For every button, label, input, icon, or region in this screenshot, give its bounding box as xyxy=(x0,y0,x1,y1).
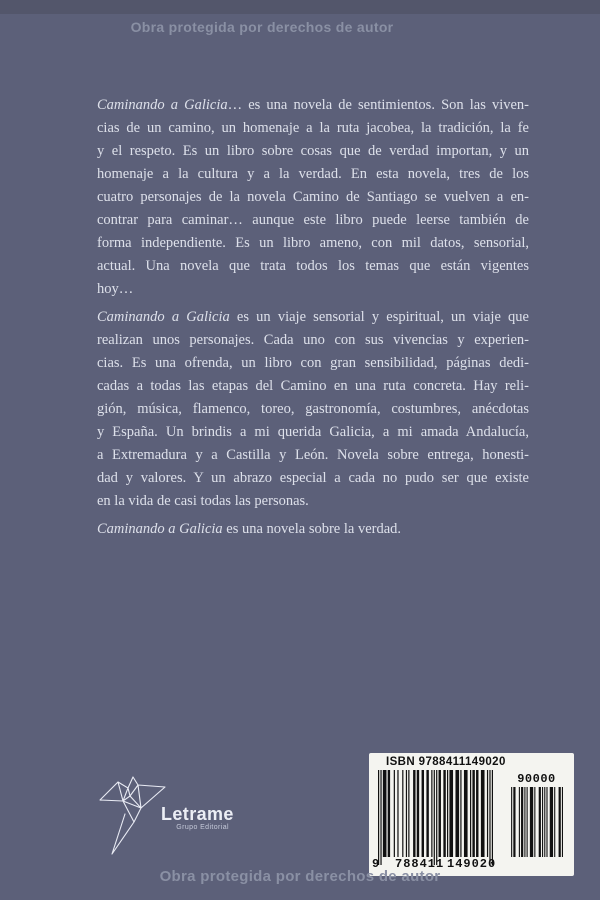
paragraph xyxy=(97,306,529,513)
text-line: cias de un camino, un homenaje a la ruta jacobea, la tradición, la fe xyxy=(97,120,529,136)
barcode-panel xyxy=(369,753,574,876)
text-line: en la vida de casi todas las personas. xyxy=(97,493,309,509)
text-line: cadas a todas las etapas del Camino en una ruta concreta. Hay reli- xyxy=(97,378,529,394)
publisher-subtitle: Grupo Editorial xyxy=(176,824,229,831)
text-line: hoy… xyxy=(97,281,134,297)
text-line: Caminando a Galicia es un viaje sensorial y espiritual, un viaje que xyxy=(97,309,529,325)
text-line: Caminando a Galicia… es una novela de sentimientos. Son las viven- xyxy=(97,97,529,113)
origami-bird-icon xyxy=(90,770,170,860)
copyright-watermark-bottom: Obra protegida por derechos de autor xyxy=(159,868,441,885)
copyright-watermark-top: Obra protegida por derechos de autor xyxy=(130,19,394,35)
text-line: realizan unos personajes. Cada uno con sus vivencias y experien- xyxy=(97,332,529,348)
ean-digit-group: 9 xyxy=(372,857,381,871)
ean5-addon-barcode xyxy=(510,787,563,857)
text-line: forma independiente. Es un libro ameno, con mil datos, sensorial, xyxy=(97,235,529,251)
ean-digit-group: 149020 xyxy=(447,857,497,871)
text-line: y España. Un brindis a mi querida Galicia, a mi amada Andalucía, xyxy=(97,424,529,440)
synopsis-text xyxy=(97,94,529,546)
text-line: homenaje a la cultura y a la verdad. En esta novela, tres de los xyxy=(97,166,529,182)
text-line: Caminando a Galicia es una novela sobre la verdad. xyxy=(97,521,402,537)
text-line: cuatro personajes de la novela Camino de Santiago se vuelven a en- xyxy=(97,189,529,205)
ean13-barcode xyxy=(378,770,493,865)
text-line: a Extremadura y a Castilla y León. Novela sobre entrega, honesti- xyxy=(97,447,529,463)
publisher-name: Letrame xyxy=(161,804,234,824)
text-line: dad y valores. Y un abrazo especial a cada no pudo ser que existe xyxy=(97,470,529,486)
isbn-label: ISBN 9788411149020 xyxy=(386,756,506,768)
photo-edge-shadow xyxy=(0,0,600,14)
ean-digit-group: 788411 xyxy=(395,857,445,871)
text-line: actual. Una novela que trata todos los temas que están vigentes xyxy=(97,258,529,274)
barcode-addon-label: 90000 xyxy=(517,772,556,786)
paragraph xyxy=(97,94,529,301)
text-line: y el respeto. Es un libro sobre cosas que de verdad importan, y un xyxy=(97,143,529,159)
text-line: gión, música, flamenco, toreo, gastronomía, costumbres, anécdotas xyxy=(97,401,529,417)
text-line: contrar para caminar… aunque este libro puede leerse también de xyxy=(97,212,529,228)
text-line: cias. Es una ofrenda, un libro con gran sensibilidad, páginas dedi- xyxy=(97,355,529,371)
paragraph xyxy=(97,518,529,541)
